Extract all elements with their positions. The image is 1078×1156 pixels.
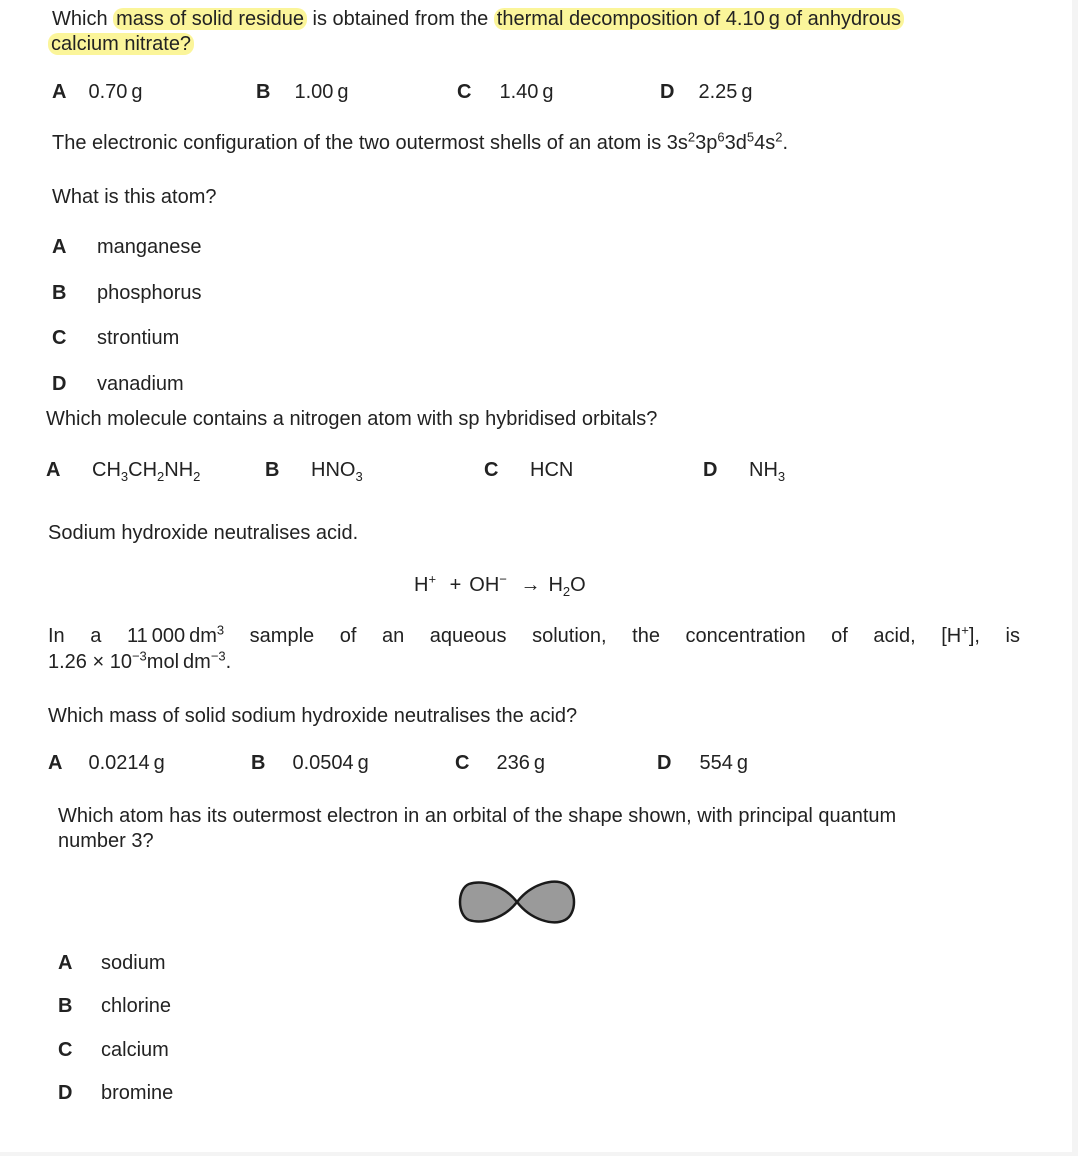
q4-stem-line1: In a 11 000 $dm^3$ sample of an aqueous solution, the concentration of acid, [H+], is	[48, 622, 1020, 647]
q3-option-c[interactable]: C HCN	[484, 459, 574, 481]
q5-stem-line2: number 3?	[58, 830, 154, 852]
q5-option-b[interactable]: B chlorine	[58, 995, 172, 1017]
q2-option-b[interactable]: B phosphorus	[52, 282, 202, 304]
q4-option-d[interactable]: D 554 g	[657, 752, 748, 774]
q1-option-a[interactable]: A 0.70 g	[52, 81, 143, 103]
q5-stem-line1: Which atom has its outermost electron in an orbital of the shape shown, with principal quantum	[58, 805, 897, 827]
q2-option-c[interactable]: C strontium	[52, 327, 180, 349]
q4-option-c[interactable]: C 236 g	[455, 752, 545, 774]
q4-option-a[interactable]: A 0.0214 g	[48, 752, 165, 774]
formula-nh3: $NH_3$	[749, 459, 786, 484]
q1-stem-line2	[48, 32, 194, 56]
q4-question: Which mass of solid sodium hydroxide neutralises the acid?	[48, 705, 578, 727]
q2-option-d[interactable]: D vanadium	[52, 373, 184, 395]
arrow-icon: →	[520, 574, 541, 596]
formula-hno3: $HNO_3$	[311, 459, 363, 484]
q2-stem: The electronic configuration of the two outermost shells of an atom is $3s^23p^63d^54s^2$.	[52, 129, 789, 154]
formula-hcn: HCN	[530, 459, 574, 481]
q4-equation: $H^+ + OH^- \to H_2O$	[414, 571, 586, 599]
q4-stem-line2: $1.26 \times 10^{-3}mol$ $dm^{-3}$.	[48, 648, 232, 673]
q5-option-d[interactable]: D bromine	[58, 1082, 174, 1104]
q3-option-b[interactable]: B $HNO_3$	[265, 459, 363, 484]
q5-option-c[interactable]: C calcium	[58, 1039, 169, 1061]
highlight-calcium-nitrate: calcium nitrate?	[48, 33, 194, 55]
q3-stem: Which molecule contains a nitrogen atom with sp hybridised orbitals?	[46, 408, 658, 430]
highlight-thermal-decomposition: thermal decomposition of 4.10 g of anhydrous	[494, 8, 904, 30]
q3-option-a[interactable]: A $CH_3CH_2NH_2$	[46, 459, 201, 484]
q2-option-a[interactable]: A manganese	[52, 236, 202, 258]
p-orbital-diagram	[455, 876, 579, 928]
page-edge-bottom	[0, 1152, 1078, 1156]
q1-option-c[interactable]: C 1.40 g	[457, 81, 554, 103]
q4-intro: Sodium hydroxide neutralises acid.	[48, 522, 359, 544]
q1-option-b[interactable]: B 1.00 g	[256, 81, 349, 103]
q3-option-d[interactable]: D $NH_3$	[703, 459, 786, 484]
p-orbital-lobes	[460, 882, 574, 923]
formula-ch3ch2nh2: $CH_3CH_2NH_2$	[92, 459, 201, 484]
highlight-mass-residue: mass of solid residue	[113, 8, 307, 30]
q1-option-d[interactable]: D 2.25 g	[660, 81, 753, 103]
q4-option-b[interactable]: B 0.0504 g	[251, 752, 369, 774]
page-edge-right	[1072, 0, 1078, 1156]
electron-configuration: $3s^23p^63d^54s^2$	[666, 129, 783, 154]
q1-stem-line1: Which mass of solid residue is obtained from the thermal decomposition of 4.10 g of anhydrous	[52, 7, 904, 31]
q2-question: What is this atom?	[52, 186, 217, 208]
q5-option-a[interactable]: A sodium	[58, 952, 166, 974]
